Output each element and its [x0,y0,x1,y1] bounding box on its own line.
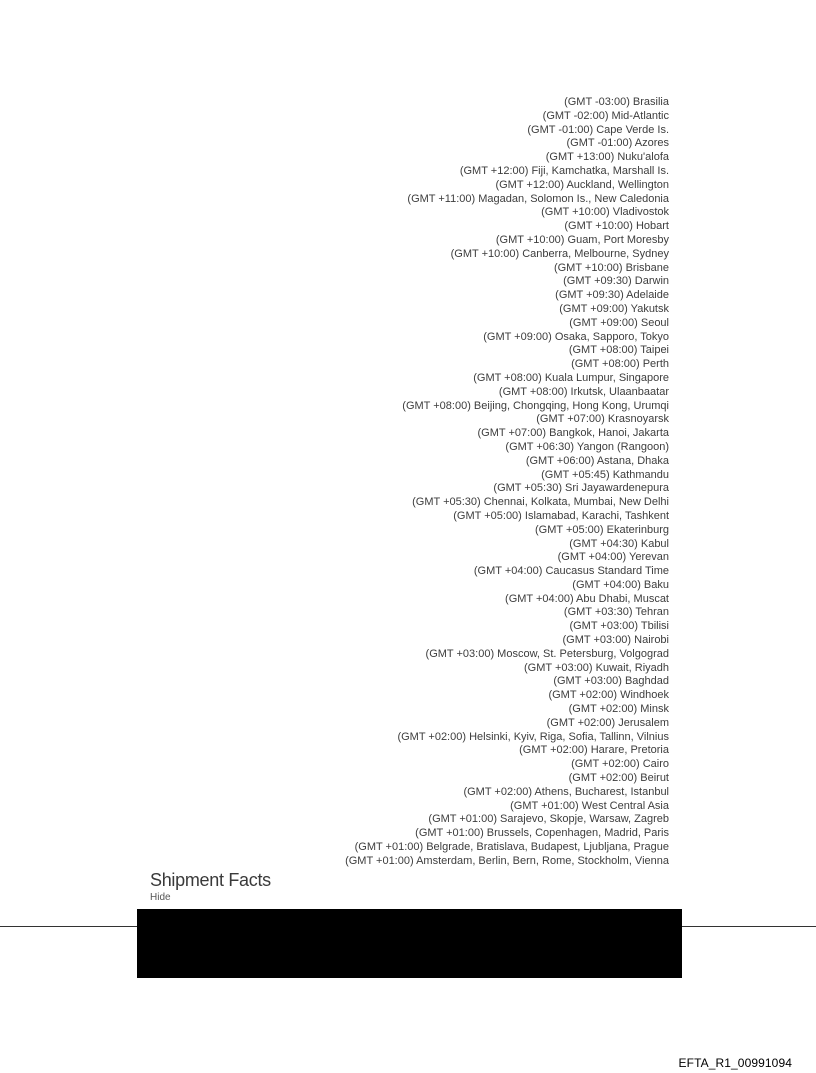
timezone-item: (GMT +12:00) Auckland, Wellington [495,178,669,191]
timezone-item: (GMT +07:00) Bangkok, Hanoi, Jakarta [477,427,669,440]
timezone-item: (GMT +01:00) West Central Asia [510,799,669,812]
timezone-item: (GMT +08:00) Kuala Lumpur, Singapore [473,371,669,384]
section-title: Shipment Facts [150,870,271,890]
timezone-item: (GMT +10:00) Hobart [564,220,669,233]
timezone-item: (GMT -02:00) Mid-Atlantic [542,109,669,122]
timezone-item: (GMT +04:30) Kabul [569,537,669,550]
timezone-item: (GMT +03:00) Nairobi [562,634,669,647]
timezone-item: (GMT +03:00) Kuwait, Riyadh [524,661,669,674]
timezone-item: (GMT +10:00) Canberra, Melbourne, Sydney [450,247,669,260]
timezone-item: (GMT +01:00) Sarajevo, Skopje, Warsaw, Zagreb [428,813,669,826]
timezone-item: (GMT +09:00) Yakutsk [559,302,669,315]
timezone-item: (GMT +05:30) Chennai, Kolkata, Mumbai, New Delhi [412,496,669,509]
timezone-item: (GMT +10:00) Vladivostok [541,206,669,219]
timezone-item: (GMT +02:00) Helsinki, Kyiv, Riga, Sofia, Tallinn, Vilnius [397,730,669,743]
timezone-item: (GMT +11:00) Magadan, Solomon Is., New Caledonia [407,192,669,205]
timezone-item: (GMT -01:00) Cape Verde Is. [527,123,669,136]
timezone-item: (GMT +12:00) Fiji, Kamchatka, Marshall Is. [459,164,669,177]
timezone-item: (GMT +10:00) Guam, Port Moresby [495,233,669,246]
timezone-item: (GMT +05:45) Kathmandu [541,468,669,481]
timezone-item: (GMT +07:00) Krasnoyarsk [536,413,669,426]
timezone-item: (GMT +02:00) Windhoek [548,689,669,702]
timezone-item: (GMT +02:00) Minsk [568,703,669,716]
timezone-item: (GMT +02:00) Harare, Pretoria [519,744,669,757]
divider-right [682,926,816,927]
document-id: EFTA_R1_00991094 [678,1056,792,1070]
timezone-list [345,96,669,869]
timezone-item: (GMT +06:30) Yangon (Rangoon) [505,440,669,453]
timezone-item: (GMT +04:00) Caucasus Standard Time [473,565,669,578]
timezone-item: (GMT +04:00) Yerevan [557,551,669,564]
timezone-item: (GMT +09:00) Seoul [569,316,669,329]
timezone-item: (GMT -01:00) Azores [566,137,669,150]
timezone-item: (GMT +01:00) Brussels, Copenhagen, Madrid, Paris [415,827,669,840]
timezone-item: (GMT -03:00) Brasilia [564,96,669,108]
timezone-item: (GMT +02:00) Beirut [568,772,669,785]
timezone-item: (GMT +08:00) Irkutsk, Ulaanbaatar [498,385,669,398]
timezone-item: (GMT +03:30) Tehran [563,606,669,619]
timezone-item: (GMT +08:00) Perth [571,358,669,371]
timezone-item: (GMT +05:00) Islamabad, Karachi, Tashkent [453,509,669,522]
redaction-block [137,909,682,978]
timezone-item: (GMT +08:00) Taipei [568,344,669,357]
timezone-item: (GMT +02:00) Cairo [571,758,669,771]
timezone-item: (GMT +09:00) Osaka, Sapporo, Tokyo [483,330,669,343]
timezone-item: (GMT +03:00) Tbilisi [569,620,669,633]
timezone-item: (GMT +02:00) Jerusalem [546,716,669,729]
timezone-item: (GMT +01:00) Belgrade, Bratislava, Budapest, Ljubljana, Prague [354,841,669,854]
timezone-item: (GMT +06:00) Astana, Dhaka [525,454,669,467]
timezone-item: (GMT +05:30) Sri Jayawardenepura [493,482,669,495]
timezone-item: (GMT +09:30) Darwin [563,275,669,288]
timezone-item: (GMT +04:00) Baku [572,578,669,591]
timezone-item: (GMT +03:00) Baghdad [553,675,669,688]
timezone-item: (GMT +02:00) Athens, Bucharest, Istanbul [463,785,669,798]
hide-link[interactable]: Hide [150,892,171,903]
timezone-item: (GMT +04:00) Abu Dhabi, Muscat [505,592,669,605]
timezone-item: (GMT +10:00) Brisbane [553,261,669,274]
timezone-item: (GMT +03:00) Moscow, St. Petersburg, Volgograd [425,647,669,660]
timezone-item: (GMT +13:00) Nuku'alofa [545,151,669,164]
timezone-item: (GMT +09:30) Adelaide [555,289,669,302]
timezone-item: (GMT +05:00) Ekaterinburg [535,523,669,536]
divider-left [0,926,137,927]
timezone-item: (GMT +08:00) Beijing, Chongqing, Hong Kong, Urumqi [402,399,669,412]
timezone-item: (GMT +01:00) Amsterdam, Berlin, Bern, Rome, Stockholm, Vienna [345,854,669,867]
